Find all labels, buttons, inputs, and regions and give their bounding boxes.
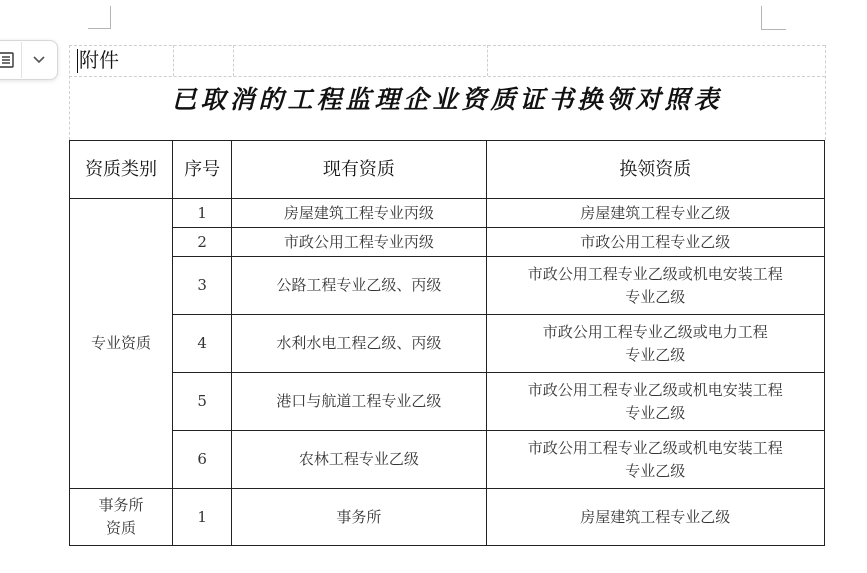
current-qualification[interactable]: 事务所 <box>232 489 486 546</box>
current-qualification[interactable]: 农林工程专业乙级 <box>232 431 486 489</box>
replacement-line: 专业乙级 <box>625 287 686 306</box>
table-row <box>70 373 825 431</box>
table-row <box>70 228 825 257</box>
chevron-down-icon[interactable] <box>22 42 56 78</box>
row-number[interactable]: 4 <box>173 315 232 373</box>
replacement-qualification[interactable] <box>486 315 824 373</box>
document-title[interactable]: 已取消的工程监理企业资质证书换领对照表 <box>171 85 723 114</box>
current-qualification[interactable]: 房屋建筑工程专业丙级 <box>232 199 486 228</box>
replacement-qualification[interactable]: 房屋建筑工程专业乙级 <box>486 199 824 228</box>
header-replacement[interactable]: 换领资质 <box>486 141 824 199</box>
replacement-line: 市政公用工程专业乙级或机电安装工程 <box>527 438 783 457</box>
text-cursor <box>77 49 78 73</box>
current-qualification[interactable]: 公路工程专业乙级、丙级 <box>232 257 486 315</box>
replacement-qualification[interactable]: 房屋建筑工程专业乙级 <box>486 489 824 546</box>
replacement-qualification[interactable] <box>486 431 824 489</box>
replacement-line: 市政公用工程专业乙级或机电安装工程 <box>527 264 783 283</box>
row-number[interactable]: 2 <box>173 228 232 257</box>
current-qualification[interactable]: 水利水电工程乙级、丙级 <box>232 315 486 373</box>
category-cell[interactable] <box>70 489 173 546</box>
table-row <box>70 315 825 373</box>
page-corner-mark-right <box>761 6 786 30</box>
current-qualification[interactable]: 市政公用工程专业丙级 <box>232 228 486 257</box>
category-cell[interactable]: 专业资质 <box>70 199 173 489</box>
outline-toolbar[interactable] <box>0 40 58 80</box>
layout-guide <box>69 45 825 46</box>
layout-guide <box>825 45 826 140</box>
current-qualification[interactable]: 港口与航道工程专业乙级 <box>232 373 486 431</box>
table-row <box>70 199 825 228</box>
layout-guide <box>69 76 825 77</box>
row-number[interactable]: 3 <box>173 257 232 315</box>
layout-guide <box>173 45 174 76</box>
replacement-qualification[interactable]: 市政公用工程专业乙级 <box>486 228 824 257</box>
replacement-line: 专业乙级 <box>625 345 686 364</box>
replacement-line: 市政公用工程专业乙级或机电安装工程 <box>527 380 783 399</box>
table-row <box>70 489 825 546</box>
replacement-line: 专业乙级 <box>625 403 686 422</box>
attachment-label[interactable]: 附件 <box>79 48 119 72</box>
row-number[interactable]: 1 <box>173 199 232 228</box>
replacement-line: 市政公用工程专业乙级或电力工程 <box>542 322 768 341</box>
page-corner-mark-left <box>88 6 111 29</box>
header-category[interactable]: 资质类别 <box>70 141 173 199</box>
layout-guide <box>487 45 488 76</box>
row-number[interactable]: 5 <box>173 373 232 431</box>
qualification-table <box>69 140 825 546</box>
header-number[interactable]: 序号 <box>173 141 232 199</box>
replacement-qualification[interactable] <box>486 373 824 431</box>
category-line: 事务所 <box>98 496 144 514</box>
table-row <box>70 431 825 489</box>
table-row <box>70 257 825 315</box>
category-line: 资质 <box>106 519 137 537</box>
row-number[interactable]: 6 <box>173 431 232 489</box>
header-current[interactable]: 现有资质 <box>232 141 486 199</box>
replacement-line: 专业乙级 <box>625 461 686 480</box>
table-header-row <box>70 141 825 199</box>
outline-list-icon[interactable] <box>0 42 22 78</box>
layout-guide <box>233 45 234 76</box>
row-number[interactable]: 1 <box>173 489 232 546</box>
replacement-qualification[interactable] <box>486 257 824 315</box>
